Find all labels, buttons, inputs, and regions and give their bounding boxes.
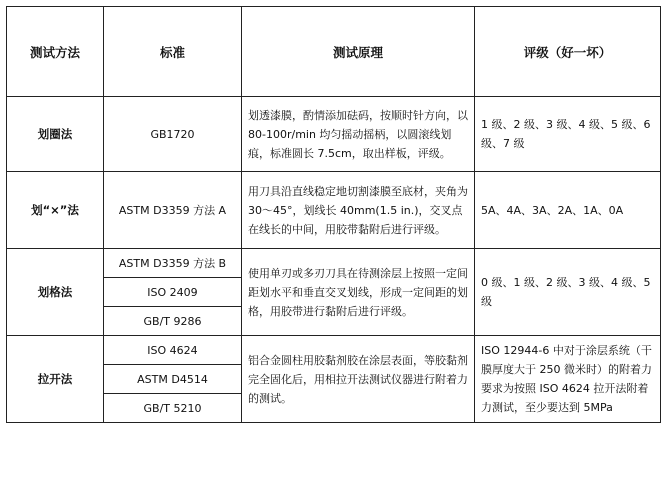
header-principle: 测试原理 xyxy=(242,7,475,97)
table-container xyxy=(6,6,661,423)
standard-cell: GB/T 9286 xyxy=(104,307,242,336)
standard-cell: GB/T 5210 xyxy=(104,394,242,423)
principle-cell: 用刀具沿直线稳定地切割漆膜至底材，夹角为 30～45°，划线长 40mm(1.5 in.)，交叉点在线长的中间，用胶带黏附后进行评级。 xyxy=(242,172,475,249)
table-row xyxy=(7,172,661,249)
grade-cell: ISO 12944-6 中对于涂层系统（干膜厚度大于 250 微米时）的附着力要求为按照 ISO 4624 拉开法附着力测试，至少要达到 5MPa xyxy=(475,336,661,423)
table-row xyxy=(7,97,661,172)
principle-cell: 划透漆膜，酌情添加砝码，按顺时针方向，以 80-100r/min 均匀摇动摇柄，以圆滚线划痕，标准圆长 7.5cm，取出样板，评级。 xyxy=(242,97,475,172)
grade-cell: 1 级、2 级、3 级、4 级、5 级、6 级、7 级 xyxy=(475,97,661,172)
standard-cell: ASTM D3359 方法 B xyxy=(104,249,242,278)
standard-cell: ISO 2409 xyxy=(104,278,242,307)
adhesion-test-table xyxy=(6,6,661,423)
header-row xyxy=(7,7,661,97)
principle-cell: 使用单刃或多刃刀具在待测涂层上按照一定间距划水平和垂直交叉划线，形成一定间距的划格，用胶带进行黏附后进行评级。 xyxy=(242,249,475,336)
grade-cell: 0 级、1 级、2 级、3 级、4 级、5 级 xyxy=(475,249,661,336)
method-cell: 划圈法 xyxy=(7,97,104,172)
standard-cell: ASTM D3359 方法 A xyxy=(104,172,242,249)
grade-cell: 5A、4A、3A、2A、1A、0A xyxy=(475,172,661,249)
principle-cell: 铝合金圆柱用胶黏剂胶在涂层表面，等胶黏剂完全固化后，用相拉开法测试仪器进行附着力的测试。 xyxy=(242,336,475,423)
table-row xyxy=(7,336,661,365)
header-method: 测试方法 xyxy=(7,7,104,97)
method-cell: 划格法 xyxy=(7,249,104,336)
standard-cell: ASTM D4514 xyxy=(104,365,242,394)
method-cell: 划“×”法 xyxy=(7,172,104,249)
standard-cell: GB1720 xyxy=(104,97,242,172)
method-cell: 拉开法 xyxy=(7,336,104,423)
header-grade: 评级（好一坏） xyxy=(475,7,661,97)
header-standard: 标准 xyxy=(104,7,242,97)
table-row xyxy=(7,249,661,278)
standard-cell: ISO 4624 xyxy=(104,336,242,365)
